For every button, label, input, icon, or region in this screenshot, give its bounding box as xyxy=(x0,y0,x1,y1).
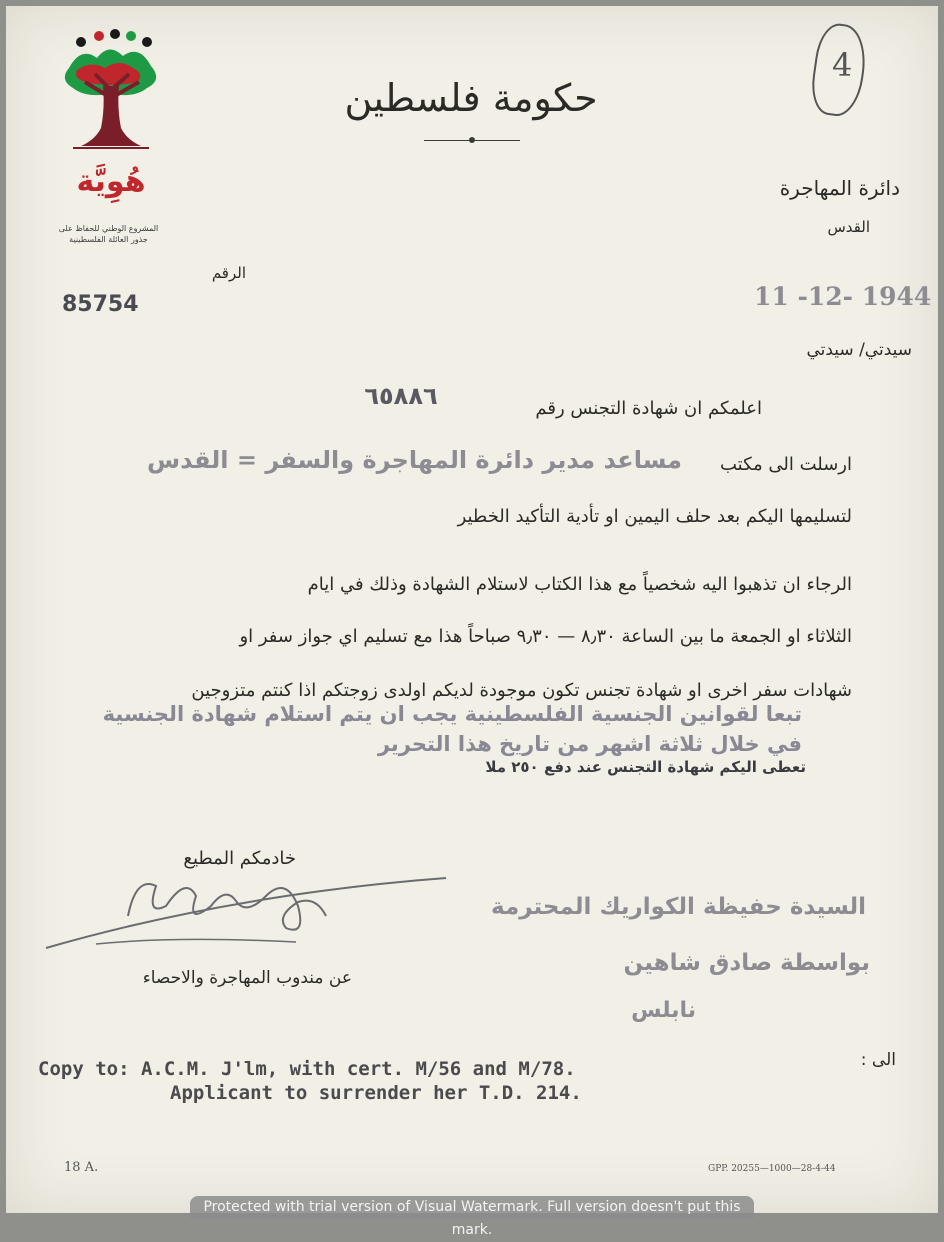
government-title: حكومة فلسطين xyxy=(344,76,598,120)
tree-icon xyxy=(51,28,171,168)
signature-image xyxy=(36,856,456,956)
logo-tagline-1: المشروع الوطني للحفاظ على xyxy=(58,224,159,233)
stamp-notice-line-3: تعطى اليكم شهادة التجنس عند دفع ٢٥٠ ملا xyxy=(485,758,806,776)
logo-tagline-2: جذور العائلة الفلسطينية xyxy=(69,235,148,244)
logo-name: هُوِيَّة xyxy=(76,164,146,199)
stamp-notice-line-2: في خلال ثلاثة اشهر من تاريخ هذا التحرير xyxy=(377,732,802,756)
copy-note-line-1: Copy to: A.C.M. J'lm, with cert. M/56 and M/78. xyxy=(38,1058,576,1080)
closing-signatory: عن مندوب المهاجرة والاحصاء xyxy=(142,968,352,988)
recipient-via: بواسطة صادق شاهين xyxy=(623,950,870,976)
recipient-name: السيدة حفيظة الكواريك المحترمة xyxy=(491,894,866,920)
title-ornament xyxy=(424,140,520,141)
department-name: دائرة المهاجرة xyxy=(779,176,900,200)
body-line-3: لتسليمها اليكم بعد حلف اليمين او تأدية التأكيد الخطير xyxy=(457,506,852,527)
stamp-notice-line-1: تبعا لقوانين الجنسية الفلسطينية يجب ان يتم استلام شهادة الجنسية xyxy=(102,702,802,726)
copy-note-line-2: Applicant to surrender her T.D. 214. xyxy=(170,1082,582,1104)
body-line-5: الثلاثاء او الجمعة ما بين الساعة ٨٫٣٠ — ٩٫٣٠ صباحاً هذا مع تسليم اي جواز سفر او xyxy=(239,626,852,647)
body-line-6: شهادات سفر اخرى او شهادة تجنس تكون موجودة لديكم اولدى زوجتكم اذا كنتم متزوجين xyxy=(191,680,852,701)
logo xyxy=(46,28,176,248)
document-page xyxy=(6,6,938,1213)
form-code: 18 A. xyxy=(64,1160,99,1175)
body-line-2-prefix: ارسلت الى مكتب xyxy=(719,454,852,475)
body-line-4: الرجاء ان تذهبوا اليه شخصياً مع هذا الكتاب لاستلام الشهادة وذلك في ايام xyxy=(307,574,852,595)
printer-mark: GPP. 20255—1000—28-4-44 xyxy=(708,1164,836,1174)
reference-label: الرقم xyxy=(211,264,246,282)
salutation: سيدتي/ سيدتي xyxy=(806,340,912,360)
date-stamp: 11 -12- 1944 xyxy=(754,282,932,311)
closing-servant: خادمكم المطيع xyxy=(183,848,296,869)
watermark-banner: Protected with trial version of Visual Watermark. Full version doesn't put this mark. xyxy=(190,1196,754,1219)
recipient-to-label: الى : xyxy=(860,1050,896,1070)
page-mark-number: 4 xyxy=(832,46,853,84)
recipient-city: نابلس xyxy=(631,998,696,1023)
department-city: القدس xyxy=(827,218,870,236)
body-line-1-prefix: اعلمكم ان شهادة التجنس رقم xyxy=(535,398,762,419)
reference-number: 85754 xyxy=(62,292,139,317)
office-name: مساعد مدير دائرة المهاجرة والسفر = القدس xyxy=(147,446,682,474)
certificate-number: ٦٥٨٨٦ xyxy=(364,382,438,410)
